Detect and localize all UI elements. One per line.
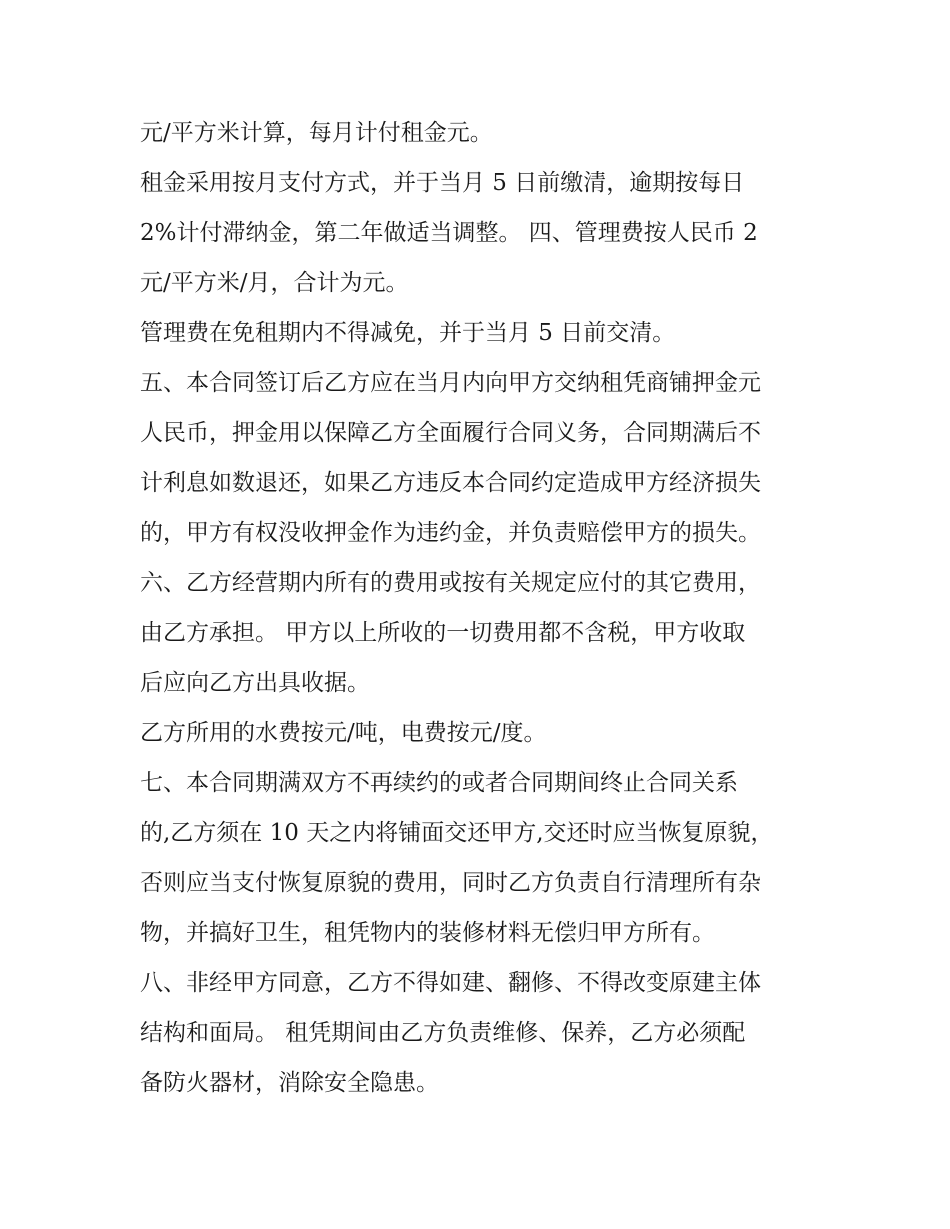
text-line: 2%计付滞纳金，第二年做适当调整。 四、管理费按人民币 2 (140, 220, 758, 246)
clause-seven-termination (140, 758, 830, 958)
paragraph-rent-payment (140, 158, 830, 308)
text-line: 后应向乙方出具收据。 (140, 670, 370, 696)
text-line: 结构和面局。 租凭期间由乙方负责维修、保养，乙方必须配 (140, 1020, 746, 1046)
text-line: 计利息如数退还，如果乙方违反本合同约定造成甲方经济损失 (140, 470, 761, 496)
text-line: 的,乙方须在 10 天之内将铺面交还甲方,交还时应当恢复原貌， (140, 820, 774, 846)
text-line: 五、本合同签订后乙方应在当月内向甲方交纳租凭商铺押金元 (140, 370, 761, 396)
text-line: 管理费在免租期内不得减免，并于当月 5 日前交清。 (140, 320, 676, 346)
paragraph-utilities (140, 708, 830, 758)
clause-five-deposit (140, 358, 830, 558)
text-line: 物，并搞好卫生，租凭物内的装修材料无偿归甲方所有。 (140, 920, 715, 946)
clause-eight-renovation (140, 958, 830, 1108)
text-line: 乙方所用的水费按元/吨，电费按元/度。 (140, 720, 547, 746)
document-body (140, 108, 830, 1108)
text-line: 元/平方米计算，每月计付租金元。 (140, 120, 493, 146)
text-line: 七、本合同期满双方不再续约的或者合同期间终止合同关系 (140, 770, 738, 796)
text-line: 租金采用按月支付方式，并于当月 5 日前缴清，逾期按每日 (140, 170, 745, 196)
text-line: 元/平方米/月，合计为元。 (140, 270, 409, 296)
text-line: 八、非经甲方同意，乙方不得如建、翻修、不得改变原建主体 (140, 970, 761, 996)
text-line: 六、乙方经营期内所有的费用或按有关规定应付的其它费用， (140, 570, 761, 596)
text-line: 否则应当支付恢复原貌的费用，同时乙方负责自行清理所有杂 (140, 870, 761, 896)
paragraph-management-fee (140, 308, 830, 358)
text-line: 的，甲方有权没收押金作为违约金，并负责赔偿甲方的损失。 (140, 520, 761, 546)
text-line: 人民币，押金用以保障乙方全面履行合同义务，合同期满后不 (140, 420, 761, 446)
text-line: 由乙方承担。 甲方以上所收的一切费用都不含税，甲方收取 (140, 620, 746, 646)
text-line: 备防火器材，消除安全隐患。 (140, 1070, 439, 1096)
clause-six-fees (140, 558, 830, 708)
paragraph-rent-calculation (140, 108, 830, 158)
